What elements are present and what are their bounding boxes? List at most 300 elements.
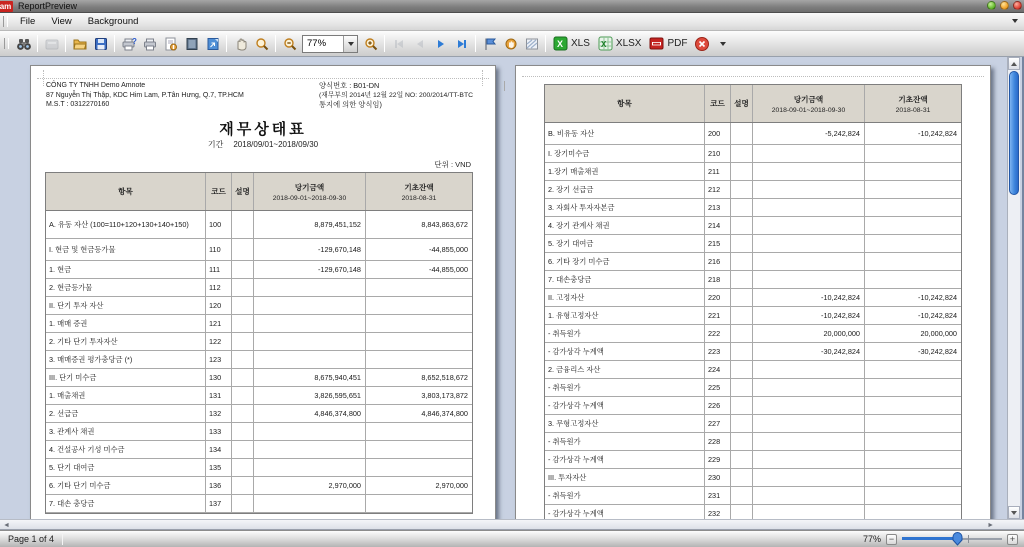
row-desc: [731, 505, 753, 519]
zoom-percent-label: 77%: [862, 534, 881, 544]
row-code: 210: [705, 145, 731, 162]
row-current-amount: [753, 361, 865, 378]
table-row: [545, 235, 961, 253]
table-body: [545, 123, 961, 519]
vertical-scroll-thumb[interactable]: [1009, 71, 1019, 195]
row-item-label: 1. 매출채권: [46, 387, 206, 404]
report-page-1: [30, 65, 496, 519]
row-beginning-balance: [865, 217, 961, 234]
row-item-label: - 감가상각 누계액: [545, 397, 705, 414]
page-wrench-icon: [163, 36, 179, 52]
menu-file[interactable]: File: [20, 16, 36, 27]
row-item-label: 2. 현금등가물: [46, 279, 206, 296]
row-item-label: II. 단기 투자 자산: [46, 297, 206, 314]
row-item-label: 4. 장기 관계사 채권: [545, 217, 705, 234]
company-block: [46, 81, 244, 110]
parameters-button[interactable]: [479, 33, 500, 54]
report-title: 재무상태표: [219, 121, 307, 138]
row-code: 212: [705, 181, 731, 198]
row-beginning-balance: [366, 423, 472, 440]
zoom-input[interactable]: [303, 36, 343, 52]
table-header-row: [545, 85, 961, 123]
row-current-amount: -129,670,148: [254, 261, 366, 278]
row-current-amount: [254, 297, 366, 314]
row-current-amount: -5,242,824: [753, 123, 865, 144]
window-buttons: [987, 1, 1022, 10]
row-desc: [731, 163, 753, 180]
row-desc: [232, 441, 254, 458]
row-beginning-balance: [366, 297, 472, 314]
row-code: 133: [206, 423, 232, 440]
row-code: 216: [705, 253, 731, 270]
row-code: 137: [206, 495, 232, 512]
row-desc: [232, 279, 254, 296]
row-code: 200: [705, 123, 731, 144]
hand-tool-button[interactable]: [230, 33, 251, 54]
row-beginning-balance: -44,855,000: [429, 265, 468, 274]
row-desc: [232, 333, 254, 350]
col-current-header: [254, 173, 366, 210]
row-item-label: 4. 건설공사 기성 미수금: [46, 441, 206, 458]
last-page-button[interactable]: [451, 33, 472, 54]
row-beginning-balance: -10,242,824: [918, 311, 957, 320]
row-item-label: 7. 대손충당금: [545, 271, 705, 288]
form-note-line2: 통지에 의한 양식임): [319, 100, 382, 109]
row-item-label: II. 고정자산: [545, 289, 705, 306]
row-current-amount: 8,675,940,451: [254, 369, 366, 386]
find-button[interactable]: [13, 33, 34, 54]
quick-print-button[interactable]: [139, 33, 160, 54]
row-current-amount: [254, 315, 366, 332]
row-current-amount: 3,826,595,651: [254, 387, 366, 404]
row-current-amount: [254, 495, 366, 512]
svg-text:X: X: [600, 40, 607, 49]
col-current-period: 2018-09-01~2018-09-30: [272, 194, 347, 202]
row-item-label: - 감가상각 누계액: [545, 505, 705, 519]
paint-hand-icon: [503, 36, 519, 52]
zoom-dropdown-button[interactable]: [343, 36, 357, 52]
pdf-icon: [649, 36, 664, 51]
table-row: [46, 405, 472, 423]
row-beginning-balance: -10,242,824: [918, 293, 957, 302]
row-item-label: A. 유동 자산 (100=110+120+130+140+150): [46, 211, 206, 238]
table-row: [545, 163, 961, 181]
toolbar-separator: [114, 35, 115, 52]
row-beginning-balance: -10,242,824: [918, 129, 957, 138]
row-beginning-balance: 3,803,173,872: [421, 391, 468, 400]
unit-label: 단위 : VND: [434, 160, 471, 169]
row-beginning-balance: 8,652,518,672: [421, 373, 468, 382]
next-page-icon: [438, 40, 444, 48]
excel-icon: [553, 36, 568, 51]
row-current-amount: 8,879,451,152: [254, 211, 366, 238]
col-item-header: 항목: [46, 173, 206, 210]
menubar-grip[interactable]: [3, 16, 8, 27]
row-beginning-balance: 4,846,374,800: [421, 409, 468, 418]
table-row: [545, 289, 961, 307]
row-code: 230: [705, 469, 731, 486]
toolbar-grip[interactable]: [4, 38, 9, 49]
arrow-up-icon: [1011, 62, 1017, 66]
row-current-amount: [254, 441, 366, 458]
col-begin-title: 기초잔액: [898, 94, 928, 104]
toolbar-separator: [65, 35, 66, 52]
row-current-amount: -10,242,824: [753, 307, 865, 324]
row-desc: [731, 217, 753, 234]
table-row: [46, 279, 472, 297]
table-row: [545, 307, 961, 325]
row-desc: [232, 261, 254, 278]
row-desc: [731, 289, 753, 306]
row-current-amount: [254, 351, 366, 368]
row-code: 136: [206, 477, 232, 494]
row-beginning-balance: 8,843,863,672: [421, 220, 468, 229]
row-item-label: 5. 단기 대여금: [46, 459, 206, 476]
export-xls-button[interactable]: [549, 33, 594, 54]
col-item-header: 항목: [545, 85, 705, 122]
row-item-label: I. 현금 및 현금등가물: [46, 239, 206, 260]
row-item-label: 2. 기타 단기 투자자산: [46, 333, 206, 350]
row-desc: [232, 405, 254, 422]
margin-guide: [43, 70, 44, 86]
table-row: [545, 325, 961, 343]
export-pdf-button[interactable]: [645, 33, 691, 54]
scale-button[interactable]: [202, 33, 223, 54]
row-current-amount: [753, 271, 865, 288]
table-body: [46, 211, 472, 513]
export-xls-label: XLS: [571, 38, 590, 49]
zoom-out-small-button[interactable]: −: [886, 534, 897, 545]
row-desc: [731, 181, 753, 198]
chevron-down-icon: [720, 42, 726, 46]
row-current-amount: [753, 379, 865, 396]
zoom-out-icon: [282, 36, 298, 52]
first-page-icon: [395, 40, 403, 48]
col-begin-title: 기초잔액: [404, 182, 434, 192]
row-desc: [731, 433, 753, 450]
balance-sheet-table-right: [544, 84, 962, 519]
row-current-amount: -30,242,824: [753, 343, 865, 360]
row-code: 218: [705, 271, 731, 288]
row-desc: [731, 325, 753, 342]
customize-button[interactable]: [500, 33, 521, 54]
magnifier-icon: [254, 36, 270, 52]
col-begin-period: 2018-08-31: [895, 106, 931, 114]
company-address: 87 Nguyễn Thị Thập, KDC Him Lam, P.Tân Hưng, Q.7, TP.HCM: [46, 91, 244, 99]
row-beginning-balance: [865, 145, 961, 162]
row-item-label: 1. 매매 증권: [46, 315, 206, 332]
scroll-down-button[interactable]: [1008, 506, 1020, 519]
row-desc: [232, 315, 254, 332]
row-desc: [731, 379, 753, 396]
report-period: [31, 139, 495, 150]
close-preview-button[interactable]: [691, 33, 712, 54]
row-item-label: 1. 유형고정자산: [545, 307, 705, 324]
row-item-label: 6. 기타 단기 미수금: [46, 477, 206, 494]
last-page-icon: [458, 40, 466, 48]
hand-icon: [233, 36, 249, 52]
export-xlsx-button[interactable]: [594, 33, 646, 54]
row-code: 229: [705, 451, 731, 468]
page-setup-button[interactable]: [181, 33, 202, 54]
table-row: [545, 145, 961, 163]
export-pdf-label: PDF: [667, 38, 688, 49]
row-code: 225: [705, 379, 731, 396]
row-current-amount: [753, 253, 865, 270]
arrow-down-icon: [1011, 511, 1017, 515]
row-code: 231: [705, 487, 731, 504]
printer-options-icon: [121, 36, 137, 52]
table-row: [46, 495, 472, 513]
col-begin-period: 2018-08-31: [401, 194, 437, 202]
row-beginning-balance: [865, 505, 961, 519]
row-desc: [232, 351, 254, 368]
table-row: [545, 343, 961, 361]
row-beginning-balance: 2,970,000: [435, 481, 468, 490]
row-item-label: 2. 선급금: [46, 405, 206, 422]
zoom-slider[interactable]: [902, 532, 1002, 546]
magnifier-button[interactable]: [251, 33, 272, 54]
row-code: 214: [705, 217, 731, 234]
row-current-amount: [753, 505, 865, 519]
row-current-amount: -129,670,148: [254, 239, 366, 260]
row-item-label: 3. 매매증권 평가충당금 (*): [46, 351, 206, 368]
toolbar-separator: [545, 35, 546, 52]
row-item-label: 2. 금융리스 자산: [545, 361, 705, 378]
row-beginning-balance: [865, 433, 961, 450]
row-item-label: - 취득원가: [545, 325, 705, 342]
row-current-amount: 4,846,374,800: [254, 405, 366, 422]
row-current-amount: [753, 217, 865, 234]
print-dialog-button[interactable]: [118, 33, 139, 54]
table-row: [46, 477, 472, 495]
row-code: 121: [206, 315, 232, 332]
period-value: 2018/09/01~2018/09/30: [233, 140, 319, 149]
row-desc: [232, 459, 254, 476]
col-desc-header: 설명: [731, 85, 753, 122]
row-code: 135: [206, 459, 232, 476]
maximize-button[interactable]: [1000, 1, 1009, 10]
row-beginning-balance: [865, 451, 961, 468]
row-code: 226: [705, 397, 731, 414]
row-beginning-balance: [865, 397, 961, 414]
row-code: 110: [206, 239, 232, 260]
row-current-amount: [753, 433, 865, 450]
row-beginning-balance: [865, 199, 961, 216]
row-desc: [731, 199, 753, 216]
row-desc: [731, 469, 753, 486]
table-row: [46, 211, 472, 239]
row-desc: [731, 451, 753, 468]
row-item-label: III. 단기 미수금: [46, 369, 206, 386]
scroll-up-button[interactable]: [1008, 57, 1020, 70]
row-desc: [232, 297, 254, 314]
row-desc: [232, 387, 254, 404]
row-current-amount: 20,000,000: [753, 325, 865, 342]
status-bar: [0, 530, 1024, 547]
page-setup-icon: [184, 36, 200, 52]
table-row: [46, 333, 472, 351]
scroll-right-button[interactable]: ►: [987, 522, 994, 529]
zoom-in-small-button[interactable]: +: [1007, 534, 1018, 545]
svg-text:?: ?: [131, 36, 137, 46]
table-row: [46, 441, 472, 459]
row-code: 211: [705, 163, 731, 180]
table-row: [545, 487, 961, 505]
export-options-button[interactable]: [160, 33, 181, 54]
menu-background[interactable]: Background: [87, 16, 139, 27]
row-desc: [731, 343, 753, 360]
row-code: 111: [206, 261, 232, 278]
row-desc: [731, 487, 753, 504]
row-code: 120: [206, 297, 232, 314]
row-desc: [731, 361, 753, 378]
open-folder-icon: [72, 36, 88, 52]
row-beginning-balance: [366, 495, 472, 512]
row-beginning-balance: [865, 271, 961, 288]
row-beginning-balance: [366, 315, 472, 332]
company-name: CÔNG TY TNHH Demo Amnote: [46, 82, 146, 89]
row-current-amount: [753, 199, 865, 216]
row-desc: [731, 271, 753, 288]
table-row: [46, 297, 472, 315]
table-row: [545, 451, 961, 469]
prev-page-button: [409, 33, 430, 54]
open-button[interactable]: [69, 33, 90, 54]
row-code: 224: [705, 361, 731, 378]
zoom-slider-thumb[interactable]: [952, 532, 963, 546]
minimize-button[interactable]: [987, 1, 996, 10]
row-item-label: 3. 자회사 투자자본금: [545, 199, 705, 216]
excel-grid-icon: [598, 36, 613, 51]
row-code: 134: [206, 441, 232, 458]
menubar-overflow-icon[interactable]: [1012, 19, 1018, 23]
row-code: 112: [206, 279, 232, 296]
scale-page-icon: [205, 36, 221, 52]
col-current-period: 2018-09-01~2018-09-30: [771, 106, 846, 114]
period-label: 기간: [207, 140, 224, 149]
row-code: 228: [705, 433, 731, 450]
title-bar: [0, 0, 1024, 13]
table-row: [545, 397, 961, 415]
close-window-button[interactable]: [1013, 1, 1022, 10]
preview-document-area[interactable]: [0, 57, 1024, 519]
prev-page-icon: [417, 40, 423, 48]
row-current-amount: [254, 333, 366, 350]
row-beginning-balance: [865, 163, 961, 180]
table-header-row: [46, 173, 472, 211]
row-item-label: - 취득원가: [545, 379, 705, 396]
row-beginning-balance: [865, 379, 961, 396]
table-row: [545, 433, 961, 451]
row-item-label: - 감가상각 누계액: [545, 451, 705, 468]
row-beginning-balance: [366, 351, 472, 368]
horizontal-scrollbar[interactable]: [0, 519, 1024, 530]
row-current-amount: -10,242,824: [753, 289, 865, 306]
table-row: [46, 315, 472, 333]
watermark-button[interactable]: [521, 33, 542, 54]
table-row: [545, 253, 961, 271]
row-item-label: 7. 대손 충당금: [46, 495, 206, 512]
binoculars-icon: [16, 36, 32, 52]
row-desc: [232, 477, 254, 494]
row-code: 130: [206, 369, 232, 386]
col-begin-header: [366, 173, 472, 210]
row-desc: [232, 239, 254, 260]
row-item-label: 6. 기타 장기 미수금: [545, 253, 705, 270]
form-info-block: [319, 81, 505, 110]
svg-text:X: X: [557, 39, 564, 49]
save-floppy-icon: [93, 36, 109, 52]
table-row: [46, 423, 472, 441]
toolbar-separator: [384, 35, 385, 52]
row-code: 213: [705, 199, 731, 216]
row-item-label: 1.장기 매출채권: [545, 163, 705, 180]
zoom-in-button[interactable]: [360, 33, 381, 54]
save-button[interactable]: [90, 33, 111, 54]
row-desc: [731, 307, 753, 324]
row-desc: [232, 211, 254, 238]
watermark-icon: [524, 36, 540, 52]
table-row: [46, 459, 472, 477]
vertical-scrollbar[interactable]: [1007, 57, 1020, 519]
margin-guide: [37, 78, 489, 79]
form-number: 양식번호 : B01-DN: [319, 81, 505, 91]
row-desc: [232, 369, 254, 386]
row-current-amount: [753, 415, 865, 432]
row-beginning-balance: [865, 487, 961, 504]
report-page-2: [515, 65, 991, 519]
row-code: 123: [206, 351, 232, 368]
zoom-out-button[interactable]: [279, 33, 300, 54]
row-item-label: - 취득원가: [545, 487, 705, 504]
toolbar-separator: [475, 35, 476, 52]
row-beginning-balance: [366, 279, 472, 296]
row-current-amount: [753, 451, 865, 468]
row-current-amount: [254, 423, 366, 440]
col-code-header: 코드: [705, 85, 731, 122]
row-item-label: 3. 관계사 채권: [46, 423, 206, 440]
chevron-down-icon: [348, 42, 354, 46]
first-page-button: [388, 33, 409, 54]
print-report-button: [41, 33, 62, 54]
zoom-controls: [863, 532, 1018, 546]
zoom-slider-tick: [968, 535, 969, 543]
row-beginning-balance: 20,000,000: [920, 329, 957, 338]
table-row: [545, 123, 961, 145]
row-beginning-balance: [865, 235, 961, 252]
table-row: [545, 379, 961, 397]
table-row: [545, 181, 961, 199]
row-current-amount: 2,970,000: [254, 477, 366, 494]
table-row: [46, 387, 472, 405]
next-page-button[interactable]: [430, 33, 451, 54]
company-tax-id: M.S.T : 0312270160: [46, 101, 110, 108]
table-row: [545, 469, 961, 487]
grayed-tool-icon: [44, 36, 60, 52]
row-desc: [232, 495, 254, 512]
statusbar-separator: [62, 534, 63, 545]
row-current-amount: [254, 459, 366, 476]
printer-icon: [142, 36, 158, 52]
export-xlsx-label: XLSX: [615, 38, 642, 49]
table-row: [545, 271, 961, 289]
menu-view[interactable]: View: [51, 16, 72, 27]
row-current-amount: [753, 487, 865, 504]
scroll-left-button[interactable]: ◄: [3, 522, 10, 529]
row-item-label: B. 비유동 자산: [545, 123, 705, 144]
toolbar-overflow-button[interactable]: [712, 33, 733, 54]
